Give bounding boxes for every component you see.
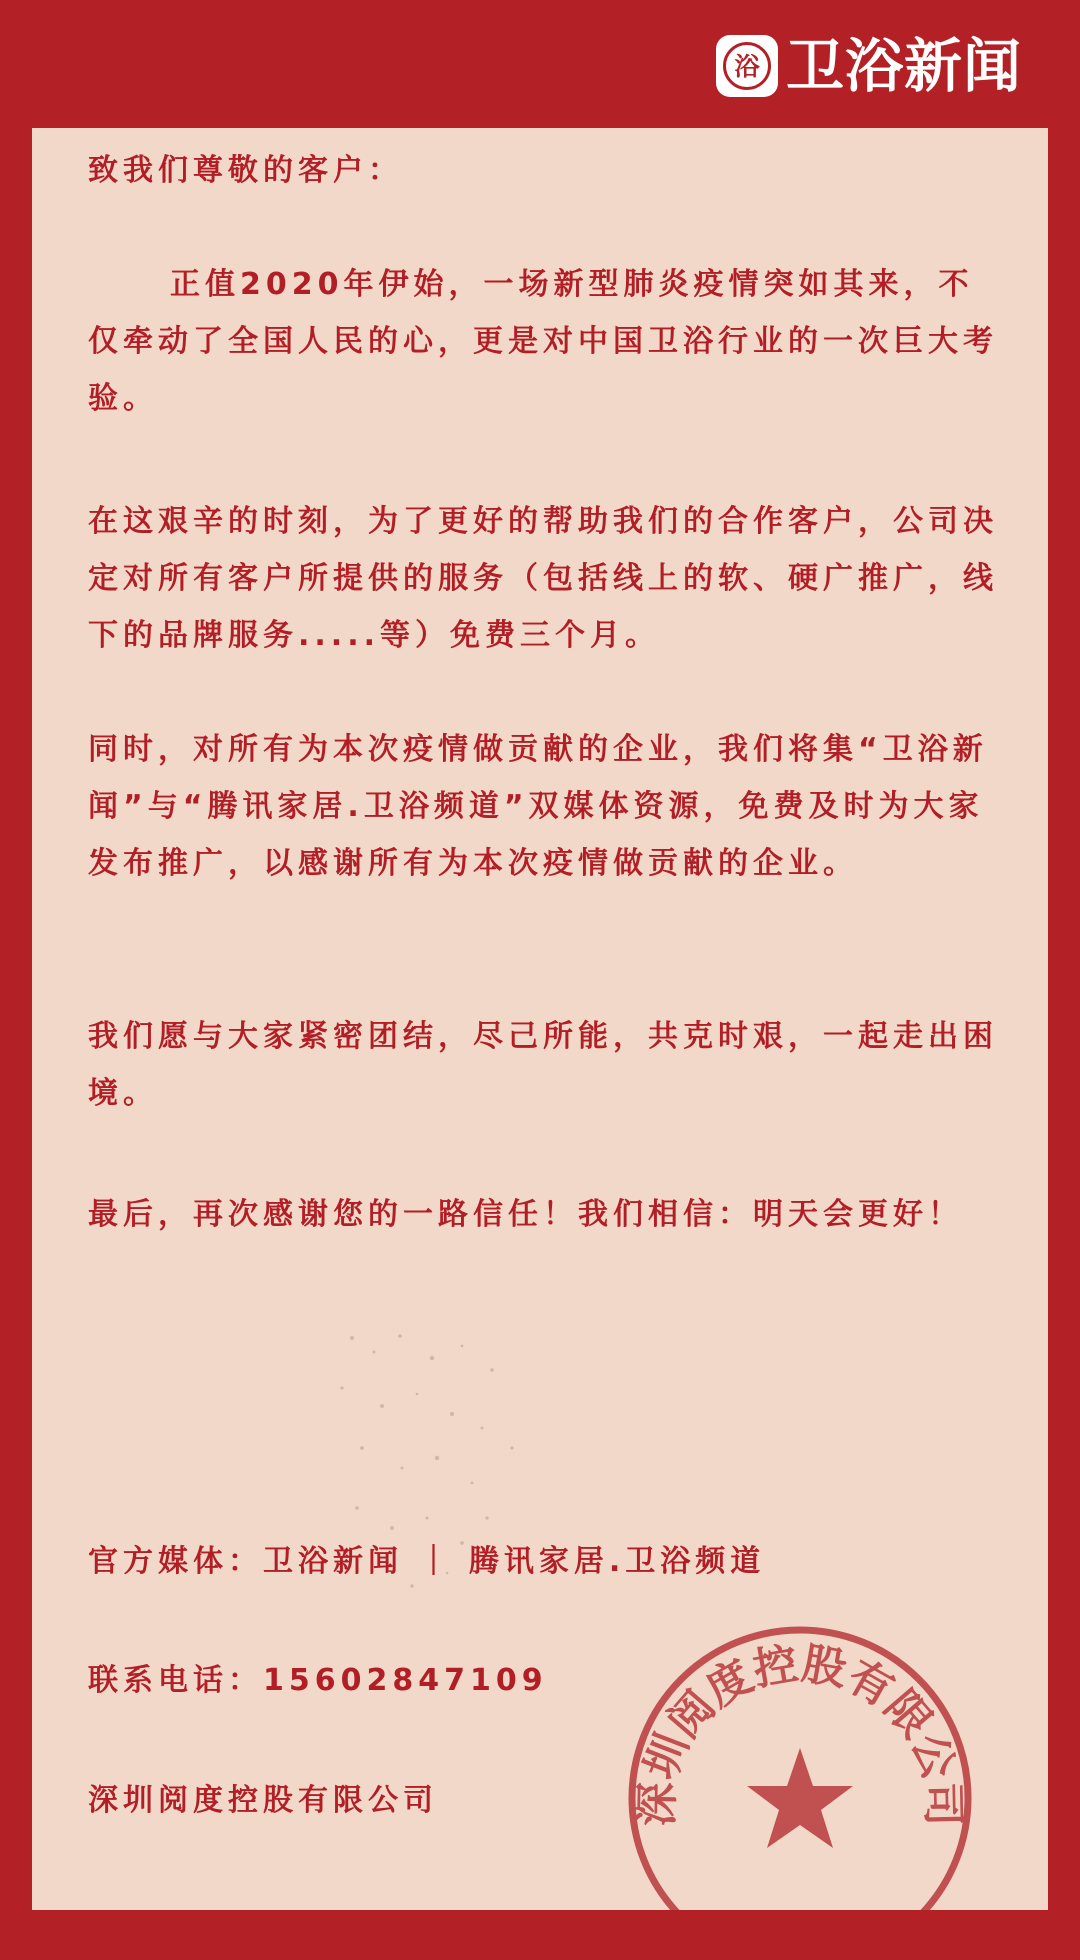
footer-phone-line: 联系电话：15602847109 <box>88 1663 548 1698</box>
letter-paragraph-1: 正值2020年伊始，一场新型肺炎疫情突如其来，不仅牵动了全国人民的心，更是对中国卫浴行业的一次巨大考验。 <box>88 267 998 416</box>
logo-badge-char: 浴 <box>723 42 771 90</box>
letter-paper <box>32 128 1048 1951</box>
seal-company-name: 深圳阅度控股有限公司 <box>631 1638 969 1827</box>
letter-paragraph-5: 最后，再次感谢您的一路信任！我们相信：明天会更好！ <box>88 1197 963 1232</box>
footer-company-line: 深圳阅度控股有限公司 <box>88 1783 438 1818</box>
letter-paragraph-2: 在这艰辛的时刻，为了更好的帮助我们的合作客户，公司决定对所有客户所提供的服务（包括线上的软、硬广推广，线下的品牌服务.....等）免费三个月。 <box>88 504 998 653</box>
company-seal-stamp: 深圳阅度控股有限公司 4403111010315 <box>620 1618 980 1910</box>
logo-badge-icon <box>716 35 778 97</box>
footer-media-line: 官方媒体：卫浴新闻 ｜ 腾讯家居.卫浴频道 <box>88 1544 766 1579</box>
letter-paragraph-4: 我们愿与大家紧密团结，尽己所能，共克时艰，一起走出困境。 <box>88 1019 998 1111</box>
seal-star-icon <box>747 1748 853 1848</box>
letter-paragraph-3: 同时，对所有为本次疫情做贡献的企业，我们将集“卫浴新闻”与“腾讯家居.卫浴频道”双媒体资源，免费及时为大家发布推广，以感谢所有为本次疫情做贡献的企业。 <box>88 732 988 881</box>
logo <box>716 22 1022 110</box>
logo-text: 卫浴新闻 <box>785 32 1022 100</box>
letter-greeting: 致我们尊敬的客户： <box>88 153 403 188</box>
